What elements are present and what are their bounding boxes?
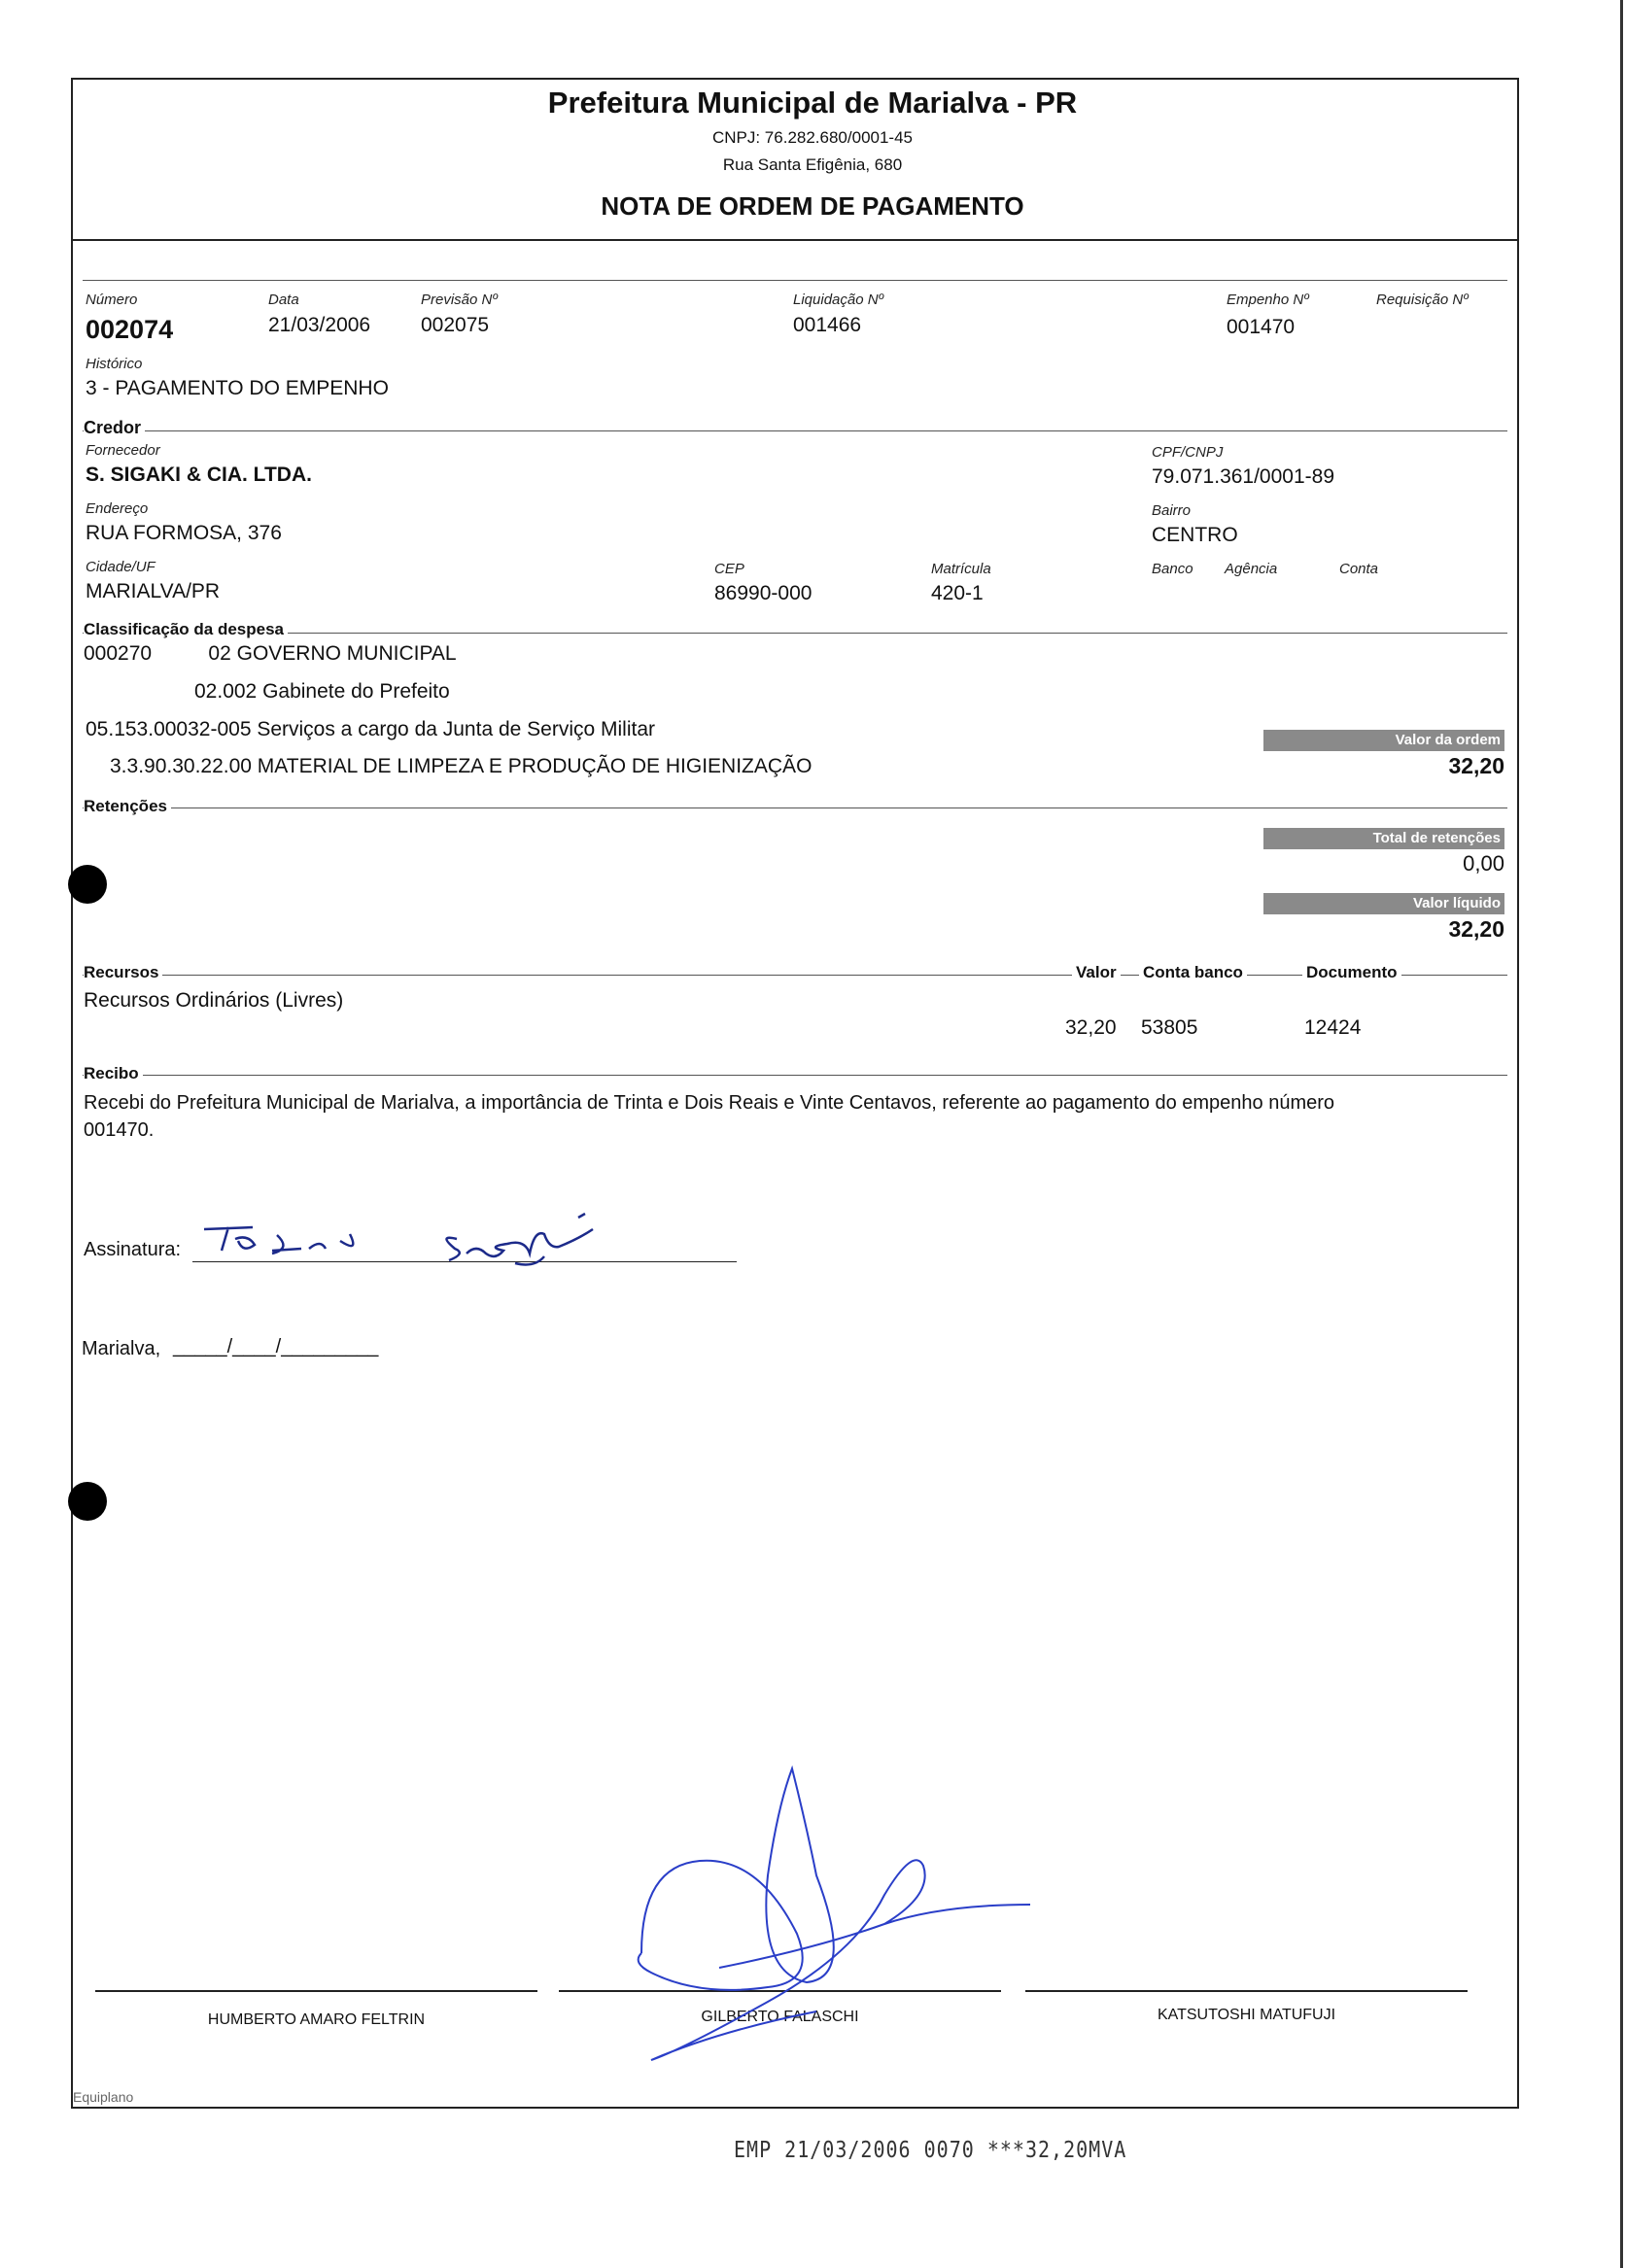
recursos-descricao: Recursos Ordinários (Livres) (84, 989, 344, 1012)
org-title: Prefeitura Municipal de Marialva - PR (547, 86, 1078, 120)
previsao-label: Previsão Nº (421, 292, 498, 308)
cpf-label: CPF/CNPJ (1152, 444, 1224, 461)
classificacao-line-4: 3.3.90.30.22.00 MATERIAL DE LIMPEZA E PRODUÇÃO DE HIGIENIZAÇÃO (110, 755, 812, 777)
local-data-label: Marialva, (82, 1338, 161, 1359)
cep-label: CEP (714, 561, 744, 577)
valor-ordem-value: 32,20 (1448, 753, 1504, 778)
total-retencoes-label: Total de retenções (1263, 828, 1504, 849)
classificacao-line-2: 02.002 Gabinete do Prefeito (194, 680, 450, 703)
signature-line-1 (95, 1990, 537, 1992)
recibo-text-1: Recebi do Prefeitura Municipal de Marialva, a importância de Trinta e Dois Reais e Vinte Centavos, referente ao pagamento do empenho número (84, 1092, 1335, 1114)
recursos-documento: 12424 (1304, 1016, 1362, 1039)
total-retencoes-value: 0,00 (1463, 851, 1504, 876)
cidade-label: Cidade/UF (86, 559, 156, 575)
numero-label: Número (86, 292, 138, 308)
conta-label: Conta (1339, 561, 1379, 577)
endereco-label: Endereço (86, 500, 149, 517)
org-address: Rua Santa Efigênia, 680 (722, 155, 903, 174)
agencia-label: Agência (1225, 561, 1278, 577)
numero-value: 002074 (86, 315, 174, 344)
liquidacao-value: 001466 (793, 314, 862, 336)
signatory-3: KATSUTOSHI MATUFUJI (1157, 2007, 1336, 2023)
document-title: NOTA DE ORDEM DE PAGAMENTO (601, 191, 1024, 221)
recursos-conta-banco-header: Conta banco (1139, 963, 1247, 982)
punch-hole (68, 865, 107, 904)
empenho-value: 001470 (1227, 316, 1296, 338)
fornecedor-label: Fornecedor (86, 442, 160, 459)
valor-liquido-value: 32,20 (1448, 916, 1504, 942)
recibo-section: Recibo (84, 1064, 143, 1083)
signature-line-3 (1025, 1990, 1468, 1992)
endereco-value: RUA FORMOSA, 376 (86, 522, 282, 544)
top-rule (83, 280, 1507, 281)
retencoes-section: Retenções (84, 797, 171, 816)
matricula-value: 420-1 (931, 582, 984, 604)
recibo-text-2: 001470. (84, 1119, 155, 1141)
classificacao-line-1: 000270 02 GOVERNO MUNICIPAL (84, 642, 457, 665)
credor-section: Credor (84, 418, 145, 438)
valor-ordem-label: Valor da ordem (1263, 730, 1504, 751)
data-value: 21/03/2006 (268, 314, 371, 336)
previsao-value: 002075 (421, 314, 490, 336)
recibo-rule (83, 1075, 1507, 1076)
signatory-1: HUMBERTO AMARO FELTRIN (207, 2011, 426, 2028)
matricula-label: Matrícula (931, 561, 991, 577)
recursos-valor-header: Valor (1072, 963, 1121, 982)
historico-label: Histórico (86, 356, 143, 372)
fornecedor-value: S. SIGAKI & CIA. LTDA. (86, 464, 312, 486)
local-data-blank: _____/____/_________ (173, 1336, 379, 1357)
footer-brand: Equiplano (73, 2089, 134, 2105)
recursos-section: Recursos (84, 963, 162, 982)
footer-stamp: EMP 21/03/2006 0070 ***32,20MVA (734, 2136, 1127, 2163)
authorizer-signature (622, 1749, 1030, 2070)
recursos-rule (83, 975, 1507, 976)
classificacao-line-3: 05.153.00032-005 Serviços a cargo da Junta de Serviço Militar (86, 718, 656, 740)
bairro-label: Bairro (1152, 502, 1192, 519)
valor-liquido-label: Valor líquido (1263, 893, 1504, 914)
header-divider (71, 239, 1519, 241)
empenho-label: Empenho Nº (1227, 292, 1309, 308)
assinatura-label: Assinatura: (84, 1239, 182, 1260)
scan-edge (1620, 0, 1623, 2268)
cidade-value: MARIALVA/PR (86, 580, 221, 602)
data-label: Data (268, 292, 299, 308)
recursos-conta-banco: 53805 (1141, 1016, 1198, 1039)
punch-hole (68, 1482, 107, 1521)
classificacao-section: Classificação da despesa (84, 620, 288, 639)
recursos-documento-header: Documento (1302, 963, 1401, 982)
signatory-2: GILBERTO FALASCHI (701, 2009, 859, 2025)
liquidacao-label: Liquidação Nº (793, 292, 884, 308)
requisicao-label: Requisição Nº (1376, 292, 1469, 308)
bairro-value: CENTRO (1152, 524, 1238, 546)
classificacao-rule (83, 633, 1507, 634)
historico-value: 3 - PAGAMENTO DO EMPENHO (86, 377, 389, 399)
recipient-signature (194, 1200, 661, 1268)
recursos-valor: 32,20 (1065, 1016, 1117, 1039)
cep-value: 86990-000 (714, 582, 812, 604)
org-cnpj: CNPJ: 76.282.680/0001-45 (711, 128, 914, 147)
cpf-value: 79.071.361/0001-89 (1152, 465, 1335, 488)
credor-rule (83, 430, 1507, 431)
banco-label: Banco (1152, 561, 1193, 577)
